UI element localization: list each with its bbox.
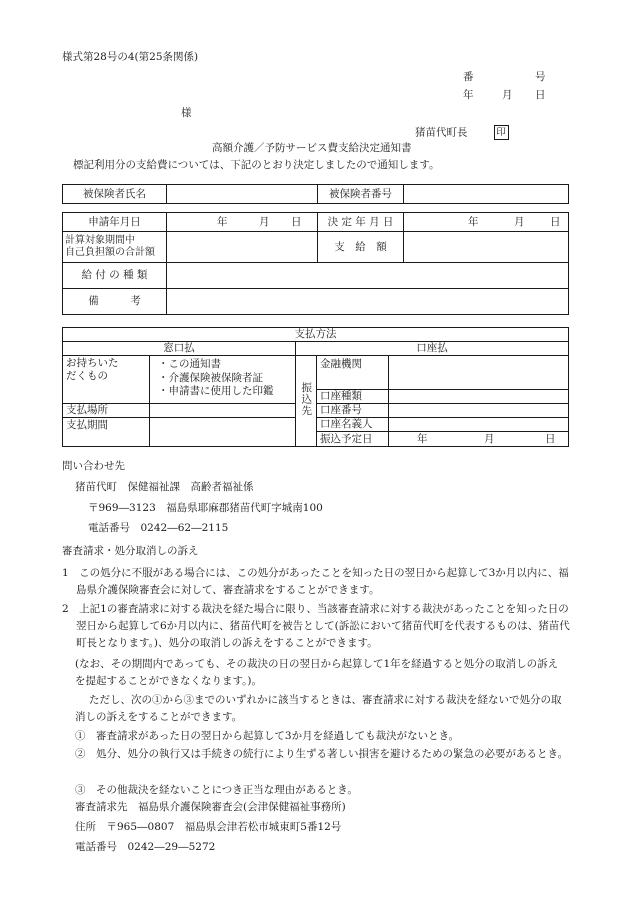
appeal-condition-1: ① 審査請求があった日の翌日から起算して3か月を経過しても裁決がないとき。 <box>75 730 460 742</box>
counter-payment-header: 窓口払 <box>63 342 296 356</box>
decision-year-label: 年 <box>468 216 479 228</box>
appeal-condition-3: ③ その他裁決を経ないことにつき正当な理由があるとき。 <box>75 784 358 796</box>
burden-total-label <box>63 232 167 263</box>
intro-text: 標記利用分の支給費については、下記のとおり決定しましたので通知します。 <box>73 159 440 171</box>
transfer-destination-text: 振込先 <box>300 381 313 417</box>
transfer-month-label: 月 <box>484 433 495 445</box>
bank-value <box>389 356 569 390</box>
header-day-label: 日 <box>535 89 546 101</box>
application-year-label: 年 <box>217 216 228 228</box>
transfer-day-label: 日 <box>545 433 556 445</box>
number-go-label: 号 <box>535 71 546 83</box>
items-to-bring-list <box>150 356 296 404</box>
payment-method-table <box>62 327 569 447</box>
decision-date-value <box>404 213 569 232</box>
transfer-payment-header: 口座払 <box>296 342 569 356</box>
document-title: 高額介護／予防サービス費支給決定通知書 <box>212 142 412 154</box>
number-label: 番 <box>463 71 474 83</box>
account-number-label: 口座番号 <box>317 404 389 418</box>
payment-place-value <box>150 404 296 418</box>
payment-method-header: 支払方法 <box>63 328 569 342</box>
review-address: 住所 〒965―0807 福島県会津若松市城東町5番12号 <box>75 821 342 833</box>
contact-heading: 問い合わせ先 <box>62 460 125 472</box>
transfer-year-label: 年 <box>417 433 428 445</box>
insured-name-label: 被保険者氏名 <box>63 185 167 204</box>
list-item: ・介護保険被保険者証 <box>158 371 263 384</box>
account-number-value <box>389 404 569 418</box>
burden-total-label-line2: 自己負担額の合計額 <box>65 247 155 258</box>
decision-day-label: 日 <box>550 216 561 228</box>
appeal-note <box>75 656 565 690</box>
payment-period-value <box>150 418 296 447</box>
decision-table <box>62 212 569 315</box>
list-item: ・この通知書 <box>158 358 221 370</box>
recipient-suffix: 様 <box>181 107 192 119</box>
payment-amount-value <box>404 232 569 263</box>
list-item: ・申請書に使用した印鑑 <box>158 385 274 398</box>
transfer-destination-label <box>296 356 317 447</box>
transfer-date-label: 振込予定日 <box>317 432 389 447</box>
decision-date-label: 決 定 年 月 日 <box>318 213 404 232</box>
application-day-label: 日 <box>291 216 302 228</box>
items-to-bring-label-line2: だくもの <box>66 369 108 382</box>
review-destination: 審査請求先 福島県介護保険審査会(会津保健福祉事務所) <box>75 801 346 813</box>
decision-month-label: 月 <box>514 216 525 228</box>
account-type-value <box>389 390 569 404</box>
bank-label: 金融機関 <box>317 356 389 390</box>
application-date-value <box>167 213 318 232</box>
burden-total-value <box>167 232 318 263</box>
appeal-paragraph-1: 1 この処分に不服がある場合には、この処分があったことを知った日の翌日から起算して3か月以内に、福島県介護保険審査会に対して、審査請求をすることができます。 <box>62 567 569 596</box>
contact-address: 〒969―3123 福島県耶麻郡猪苗代町字城南100 <box>88 502 323 514</box>
transfer-date-value <box>389 432 569 447</box>
application-month-label: 月 <box>259 216 270 228</box>
insured-table <box>62 184 569 204</box>
contact-department: 猪苗代町 保健福祉課 高齢者福祉係 <box>75 481 254 493</box>
payment-period-label: 支払期間 <box>63 418 150 447</box>
insured-number-value <box>404 185 569 204</box>
insured-name-value <box>167 185 318 204</box>
appeal-condition-2: ② 処分、処分の執行又は手続きの続行により生ずる著しい損害を避けるための緊急の必要があるとき。 <box>75 748 569 760</box>
appeal-paragraph-2: 2 上記1の審査請求に対する裁決を経た場合に限り、当該審査請求に対する裁決があったことを知った日の翌日から起算して6か月以内に、猪苗代町を被告として(訴訟において猪苗代町を代表するものは、猪苗代町長となります。)、処分の取消しの訴えをすることができます。 <box>62 603 570 649</box>
account-holder-label: 口座名義人 <box>317 418 389 432</box>
header-year-label: 年 <box>463 89 474 101</box>
application-date-label: 申請年月日 <box>63 213 167 232</box>
seal-mark: 印 <box>494 125 509 140</box>
remarks-value <box>167 289 569 315</box>
appeal-note-text: (なお、その期間内であっても、その裁決の日の翌日から起算して1年を経過すると処分の取消しの訴えを提起することができなくなります。)。 <box>75 658 559 687</box>
payment-amount-label: 支 給 額 <box>318 232 404 263</box>
contact-phone: 電話番号 0242―62―2115 <box>88 522 229 534</box>
payment-place-label: 支払場所 <box>63 404 150 418</box>
review-phone: 電話番号 0242―29―5272 <box>75 841 216 853</box>
issuer-name: 猪苗代町長 <box>415 126 468 139</box>
benefit-type-value <box>167 263 569 289</box>
appeal-heading: 審査請求・処分取消しの訴え <box>62 545 199 557</box>
account-holder-value <box>389 418 569 432</box>
burden-total-label-line1: 計算対象期間中 <box>65 234 135 246</box>
form-reference: 様式第28号の4(第25条関係) <box>62 51 199 63</box>
items-to-bring-label <box>63 356 150 404</box>
remarks-label: 備 考 <box>63 289 167 315</box>
issuer-block <box>415 125 509 140</box>
items-to-bring-label-line1: お持ちいた <box>66 357 119 369</box>
appeal-exception: ただし、次の①から③までのいずれかに該当するときは、審査請求に対する裁決を経ないで処分の取消しの訴えをすることができます。 <box>75 694 562 723</box>
header-month-label: 月 <box>502 89 513 101</box>
insured-number-label: 被保険者番号 <box>318 185 404 204</box>
account-type-label: 口座種類 <box>317 390 389 404</box>
benefit-type-label: 給 付 の 種 類 <box>63 263 167 289</box>
